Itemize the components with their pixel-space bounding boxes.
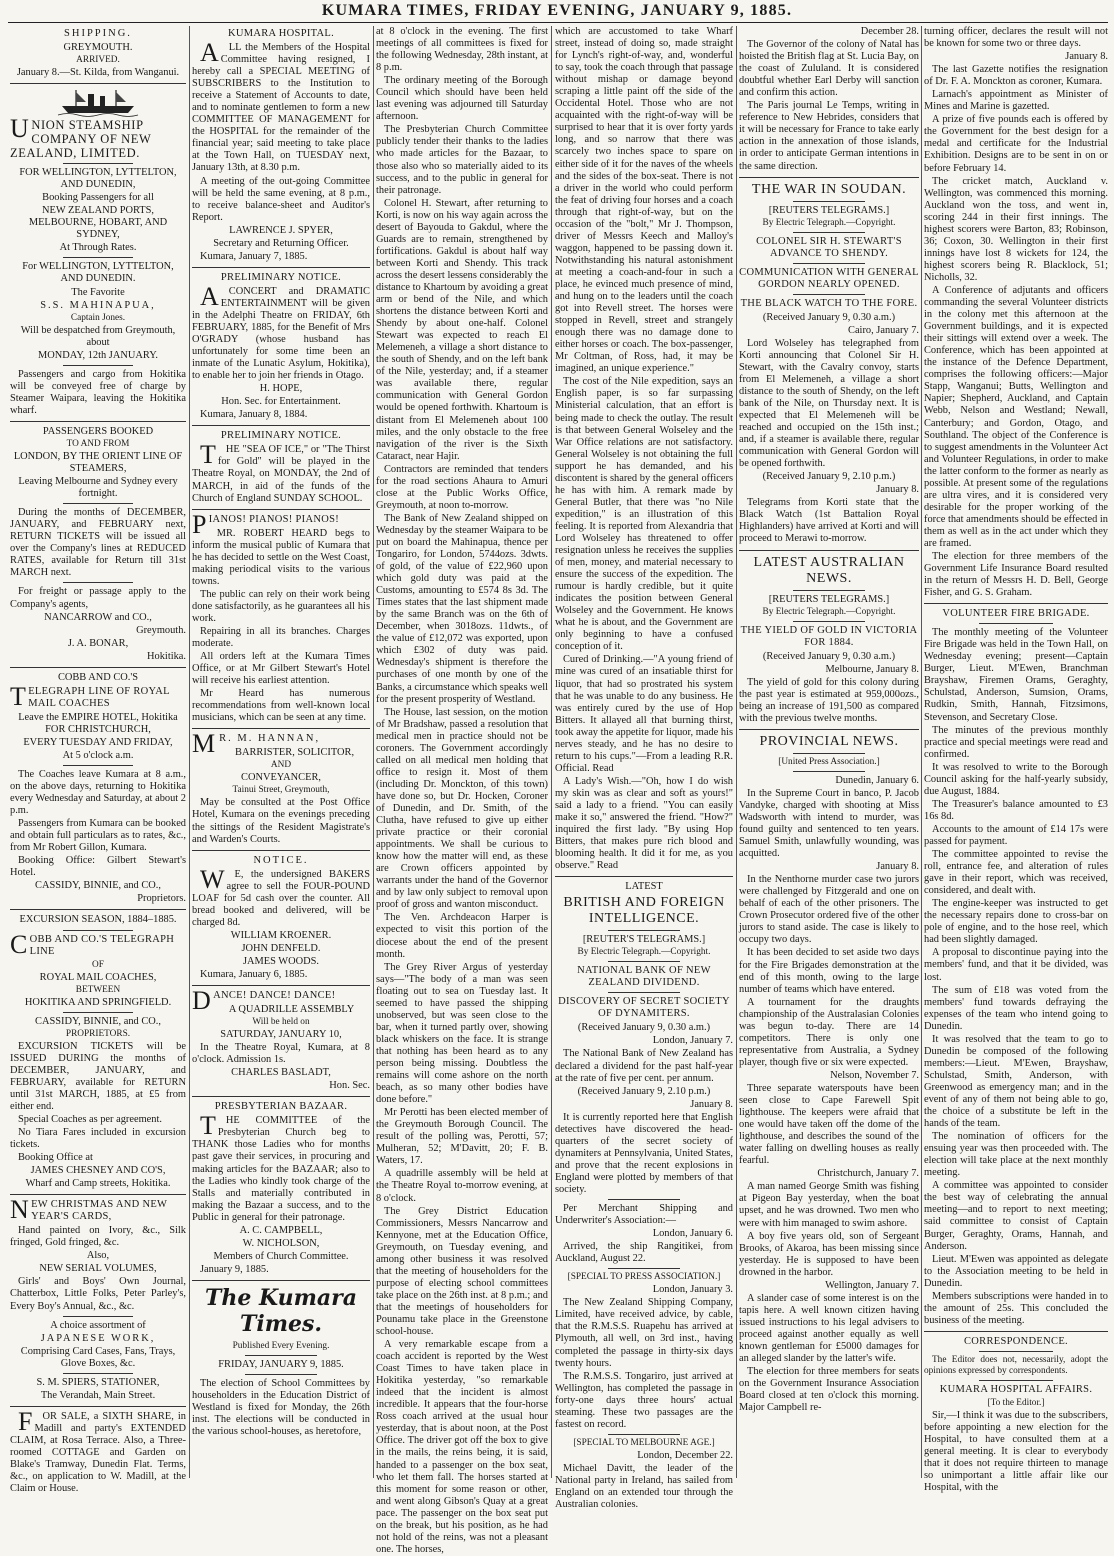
ds-jan8: January 8. [690, 1098, 733, 1110]
dateline: Nelson, November 7. [830, 1069, 919, 1081]
ds-text: The National Bank of New Zealand has declared a dividend for the past half-year at the rate of five per cent. per annum. [555, 1048, 733, 1084]
divider [10, 421, 186, 422]
short-rule [63, 765, 133, 766]
divider [924, 603, 1108, 604]
da-title: DANCE! DANCE! DANCE! [192, 986, 336, 1016]
cobb-pass: Passengers from Kumara can be booked and obtain full particulars as to rates, &c., from Mr Robert Gillon, Kumara. [10, 818, 186, 854]
article-para: The Grey River Argus of yesterday says—"The body of a man was seen floating out to sea on Tuesday last. It seemed to have passed the shipping unobserved, but was seen close to the bar, when it turned partly over, showing black whiskers on the face. It is strange that nothing has been heard as to any person being missing. Doubtless the remains will come ashore on the north beach, as so many other bodies have done before." [376, 961, 548, 1106]
kh-date: Kumara, January 7, 1885. [200, 250, 308, 262]
usc-ship: S.S. MAHINAPUA, [40, 299, 156, 311]
divider [192, 850, 370, 851]
kh-title: KUMARA HOSPITAL. [227, 28, 335, 39]
article-para: Colonel H. Stewart, after returning to Korti, is now on his way again across the desert of Bayouda to Gakdul, where the Guards are to remain, strengthened by fortifications. Gakdul is about half way between Korti and Shendy. This track across the desert lessens considerably the distance to Khartoum by avoiding a great arm or bend of the Nile, and which shortens the distance between Korti and Shendy by about one-half. Colonel Stewart was expected to reach El Melemeneh, a village a short distance to the south of Shendy, and on the left bank of the Nile, yesterday; and, if a steamer was available there, regular communication with General Gordon would be opened forthwith. Khartoum is distant from El Melemeneh about 100 miles, and the only obstacle to the free navigation of the river is the Sixth Cataract, near Hajir. [376, 197, 548, 462]
short-rule [793, 201, 865, 202]
divider [192, 1280, 370, 1281]
column-3 [376, 26, 548, 1555]
ws-by: By Electric Telegraph.—Copyright. [762, 217, 896, 228]
pb-title: PRESBYTERIAN BAZAAR. [214, 1101, 348, 1113]
exc-jc: JAMES CHESNEY AND CO'S, [30, 1165, 166, 1177]
nc-hand: Hand painted on Ivory, &c., Silk fringed, Gold fringed, &c. [10, 1225, 186, 1249]
pi-text4: All orders left at the Kumara Times Office, or at Mr Gilbert Stewart's Hotel will receive his earliest attention. [192, 651, 370, 687]
article-para: A slander case of some interest is on the tapis here. A well known citizen having issued instructions to his legal advisers to proceed against another equally as well known gentleman for £5000 damages for an alleged slander by the latter's wife. [739, 1292, 919, 1365]
exc-booking: Booking Office at [18, 1152, 93, 1164]
no-text: WE, the undersigned BAKERS agree to sell the FOUR-POUND LOAF for 5d cash over the counter. All bread booked and delivered, will be charged 8d. [192, 864, 370, 928]
short-rule [608, 1268, 679, 1269]
divider [10, 83, 186, 84]
article-para: Lieut. M'Ewen was appointed as delegate to the Association meeting to be held in Dunedin. [924, 1253, 1108, 1289]
dateline: Wellington, January 7. [825, 1279, 919, 1291]
pn-sig2: Hon. Sec. for Entertainment. [221, 396, 341, 408]
pb-agent1b: Greymouth. [136, 624, 186, 636]
sp-text2: The R.M.S.S. Tongariro, just arrived at Wellington, has completed the passage in forty-one days three hours' actual steaming. These two passages are the fastest on record. [555, 1370, 733, 1430]
short-rule [63, 1316, 133, 1317]
divider [192, 509, 370, 510]
cobb-booking: Booking Office: Gilbert Stewart's Hotel. [10, 855, 186, 879]
ds-text2: It is currently reported here that English detectives have discovered the head-quarters of the secret society of dynamiters at Pennsylvania, United States, and prove that the recent explosions in England were plotted by members of that society. [555, 1111, 733, 1195]
exc-title: EXCURSION SEASON, 1884–1885. [19, 914, 177, 926]
article-para: The Governor of the colony of Natal has hoisted the British flag at St. Lucia Bay, on the coast of Zululand. It is considered doubtful whether Earl Derby will sanction and confirm this action. [739, 39, 919, 99]
usc-booking: Booking Passengers for all [42, 192, 154, 204]
article-para: turning officer, declares the result will not be known for some two or three days. [924, 26, 1108, 50]
ws-recv: (Received January 9, 0.30 a.m.) [762, 311, 896, 323]
pn2-text: THE "SEA OF ICE," or "The Thirst for Gold" will be played in the Theatre Royal, on MONDAY, the 2nd of MARCH, in aid of the funds of the Church of England SUNDAY SCHOOL. [192, 440, 370, 504]
kh-sig: LAWRENCE J. SPYER, [229, 224, 333, 236]
column-divider [736, 26, 737, 1478]
pb-leaving: Leaving Melbourne and Sydney every fortnight. [18, 476, 178, 500]
pb-sig1: A. C. CAMPBELL, [239, 1224, 323, 1236]
masthead-rule [8, 22, 1108, 23]
sm-london: London, December 22. [637, 1449, 733, 1461]
pi-text3: Repairing in all its branches. Charges moderate. [192, 625, 370, 650]
article-para: The Grey District Education Commissioners, Messrs Nancarrow and Kennyone, met at the Education Office, Greymouth, on Tuesday evening, and among other business it was resolved that the meeting of householders for the purpose of electing school committees take place on the 26th inst. at 8 p.m.; and that the meetings of householders for Pounamu take place in the Greenstone school-house. [376, 1205, 548, 1338]
pb-text: THE COMMITTEE of the Presbyterian Church beg to THANK those Ladies who for months past gave their services, in procuring and making articles for the BAZAAR; also to the Ladies who kindly took charge of the Stalls and materially contributed in making the Bazaar a success, and to the Public in general for their patronage. [192, 1111, 370, 1223]
la-recv: (Received January 9, 0.30 a.m.) [762, 650, 896, 662]
short-rule [63, 1373, 133, 1374]
exc-cassidy: CASSIDY, BINNIE, and CO., [35, 1015, 161, 1027]
la-h1: THE YIELD OF GOLD IN VICTORIA FOR 1884. [740, 624, 918, 648]
column-divider [373, 26, 374, 1478]
short-rule [245, 1374, 316, 1375]
ws-cairo: Cairo, January 7. [848, 324, 919, 336]
ds-recv2: (Received January 9, 2.10 p.m.) [577, 1085, 711, 1097]
mr-text: May be consulted at the Post Office Hotel, Kumara on the evenings preceding the sittings of the Resident Magistrate's and Warden's Courts. [192, 797, 370, 845]
article-para: A committee was appointed to consider the best way of celebrating the annual meeting—and to report to next meeting; said committee to consist of Captain Burger, Geraghty, Orams, Hannah, and Anderson. [924, 1180, 1108, 1252]
ds-title: DISCOVERY OF SECRET SOCIETY OF DYNAMITERS. [558, 996, 730, 1020]
arrived-text: January 8.—St. Kilda, from Wanganui. [16, 67, 180, 79]
kh-text: ALL the Members of the Hospital Committee having resigned, I hereby call a SPECIAL MEETING of SUBSCRIBERS to the Institution to receive a Statement of Accounts to date, and to nominate gentlemen to form a new COMMITTEE OF MANAGEMENT for the HOSPITAL for the remainder of the financial year; said meeting to take place at the Town Hall, on TUESDAY next, January 13th, at 8.30 p.m. [192, 38, 370, 174]
mr-conv: CONVEYANCER, [241, 772, 321, 784]
mr-and: AND [270, 760, 292, 771]
arrived-label: ARRIVED. [76, 55, 120, 66]
lb-title: BRITISH AND FOREIGN INTELLIGENCE. [563, 895, 725, 927]
kha-title: KUMARA HOSPITAL AFFAIRS. [939, 1383, 1093, 1395]
article-para: It has been decided to set aside two days for the Fire Brigades demonstration at the end of this month, owing to the large number of teams which have entered. [739, 947, 919, 995]
usc-title: UNION STEAMSHIP COMPANY OF NEW ZEALAND, LIMITED. [10, 114, 152, 161]
la-title: LATEST AUSTRALIAN NEWS. [753, 554, 905, 586]
short-rule [608, 961, 679, 962]
for-sale-text: FOR SALE, a SIXTH SHARE, in Madill and party's EXTENDED CLAIM, at Rosa Terrace. Also, a Three-roomed COTTAGE and Garden on Blake's Tramway, Dunedin Flat. Terms, &c., on application to W. Madill, at the Claim or House. [10, 1406, 186, 1495]
article-para: Contractors are reminded that tenders for the road sections Ahaura to Amuri close at the Public Works Office, Greymouth, at noon to-morrow. [376, 463, 548, 511]
cobb-at: At 5 o'clock a.m. [62, 749, 134, 761]
mr-title: MR. M. HANNAN, [192, 729, 321, 759]
short-rule [63, 930, 133, 931]
newspaper-title: The Kumara Times. [204, 1284, 358, 1337]
masthead: KUMARA TIMES, FRIDAY EVENING, JANUARY 9, 1885. [321, 2, 793, 19]
shipping-heading: SHIPPING. [64, 28, 132, 39]
article-para: The engine-keeper was instructed to get the necessary repairs done to cross-bar on pole of engine, and to the hose reel, which had been slightly damaged. [924, 898, 1108, 946]
article-para: A Lady's Wish.—"Oh, how I do wish my skin was as clear and soft as yours!" said a lady to a friend. "You can easily make it so," answered the friend. "How?" inquired the first lady. "By using Hop Bitters, that makes pure rich blood and blooming health. It did it for me, as you observe." Read [555, 775, 733, 872]
sm-title: [SPECIAL TO MELBOURNE AGE.] [573, 1437, 715, 1448]
nc-serial: NEW SERIAL VOLUMES, [39, 1263, 157, 1275]
article-para: Members subscriptions were handed in to the amount of 25s. This concluded the business of the meeting. [924, 1290, 1108, 1326]
divider [192, 985, 370, 986]
corr-title: CORRESPONDENCE. [964, 1335, 1068, 1347]
da-sat: SATURDAY, JANUARY 10, [220, 1029, 342, 1041]
cobb-tel: TELEGRAPH LINE OF ROYAL MAIL COACHES [10, 681, 170, 711]
sp-london: London, January 3. [652, 1284, 733, 1296]
divider [739, 729, 919, 730]
article-para: Mr Perotti has been elected member of the Greymouth Borough Council. The result of the polling was, Perotti, 57; Mulheran, 52; M'Davitt, 20; F. B. Waters, 17. [376, 1107, 548, 1167]
article-para: It was resolved to write to the Borough Council asking for the half-yearly subsidy, due August, 1884. [924, 761, 1108, 797]
pb-agent2b: Hokitika. [147, 650, 186, 662]
short-rule [979, 623, 1053, 624]
usc-for: FOR WELLINGTON, LYTTELTON, AND DUNEDIN, [19, 167, 177, 191]
article-para: A prize of five pounds each is offered by the Government for the best design for a medal and certificate for the Industrial Exhibition. Designs are to be sent in on or before February 14. [924, 114, 1108, 174]
short-rule [793, 263, 865, 264]
article-para: The last Gazette notifies the resignation of Dr. F. A. Monckton as coroner, Kumara. [924, 64, 1108, 88]
da-sig: CHARLES BASLADT, [231, 1067, 331, 1079]
sm-text: Michael Davitt, the leader of the National party in Ireland, has sailed from England on an extended tour through the Australian colonies. [555, 1462, 733, 1511]
pi-title: PIANOS! PIANOS! PIANOS! [192, 509, 340, 539]
pn2-title: PRELIMINARY NOTICE. [220, 430, 342, 442]
nc-also: Also, [86, 1250, 110, 1262]
divider [10, 667, 186, 668]
short-rule [63, 163, 133, 164]
pi-text5: Mr Heard has numerous recommendations from well-known local musicians, which can be seen at any time. [192, 688, 370, 724]
divider [924, 1331, 1108, 1332]
exc-wharf: Wharf and Camp streets, Hokitika. [25, 1178, 171, 1190]
steamship-icon [58, 88, 138, 116]
exc-royal: ROYAL MAIL COACHES, [39, 971, 157, 983]
kh-sig2: Secretary and Returning Officer. [213, 237, 349, 249]
article-para: A man named George Smith was fishing at Pigeon Bay yesterday, when the boat upset, and he was drowned. Two men who were with him managed to swim ashore. [739, 1181, 919, 1229]
sp-text: The New Zealand Shipping Company, Limited, have received advice, by cable, that the R.M.S.S. Ruapehu has arrived at Plymouth, all well, on 3rd inst., having completed the passage in thirty-six days twenty hours. [555, 1297, 733, 1369]
ws-h2: COMMUNICATION WITH GENERAL GORDON NEARLY OPENED. [739, 266, 919, 290]
column-1 [10, 26, 186, 1495]
ms-title: Per Merchant Shipping and Underwriter's Association:— [555, 1203, 733, 1227]
pn-title: PROVINCIAL NEWS. [759, 733, 899, 749]
article-para: The House, last session, on the motion of Mr Bradshaw, passed a resolution that medical men in practice should not be coroners. The Government accordingly called on all medical men holding that office to resign it. Most of them (including Dr. Monckton, of this town) have done so, but Dr. Hocken, Coroner of Dunedin, and Dr. Smith, of the Clutha, have refused to give up either private practice or their coronial appointments. We shall be curious to know how the matter will end, as these are Crown officers appointed by warrants under the hand of the Governor and by law only subject to removal upon proof of gross and wanton misconduct. [376, 706, 548, 911]
la-reuter: [REUTERS TELEGRAMS.] [768, 593, 890, 605]
article-para: A tournament for the draughts championship of the Australasian Colonies was begun to-day. There are 14 competitors. There is only one representative from Australia, a Sydney player, though five or six were expected. [739, 996, 919, 1068]
kha-to: [To the Editor.] [987, 1397, 1045, 1408]
mr-sub: BARRISTER, SOLICITOR, [235, 747, 355, 759]
article-para: The sum of £18 was voted from the members' fund towards defraying the expenses of the team who intend going to Dunedin. [924, 984, 1108, 1032]
short-rule [245, 1355, 316, 1356]
divider [739, 177, 919, 178]
short-rule [608, 1199, 679, 1200]
nb-title: NATIONAL BANK OF NEW ZEALAND DIVIDEND. [577, 965, 711, 989]
column-2 [192, 26, 370, 1478]
no-sig1: WILLIAM KROENER. [230, 929, 332, 941]
pb-freight: For freight or passage apply to the Company's agents, [10, 586, 186, 610]
column-5 [739, 26, 919, 1478]
short-rule [793, 294, 865, 295]
divider [10, 1194, 186, 1195]
ws-text: Lord Wolseley has telegraphed from Korti announcing that Colonel Sir H. Stewart, with the Cavalry convoy, starts from El Melemeneh, a village a short distance to the south of Shendy, on the left bank of the Nile, on Thursday next. It is expected that El Melemeneh will be reached and occupied on the 15th inst.; and, if a steamer is available there, regular communication with General Gordon will be opened forthwith. [739, 337, 919, 470]
article-para: A proposal to discontinue paying into the members' fund, and that it be divided, was lost. [924, 947, 1108, 983]
article-para: The Treasurer's balance amounted to £3 16s 8d. [924, 798, 1108, 822]
short-rule [793, 771, 865, 772]
pb-agent1: NANCARROW and CO., [44, 611, 152, 623]
short-rule [608, 1434, 679, 1435]
short-rule [608, 992, 679, 993]
nc-choice: A choice assortment of [50, 1319, 146, 1331]
short-rule [793, 232, 865, 233]
article-para: The monthly meeting of the Volunteer Fire Brigade was held in the Town Hall, on Wednesday evening; present—Captain Burger, Lieut. M'Ewen, Branchman Brayshaw, Firemen Orams, Geraghty, Schulstad, Anderson, Sumsion, Orams, Rudkin, Smith, Hannah, Fitzsimons, Stevenson, and Secretary Close. [924, 627, 1108, 723]
short-rule [979, 1380, 1053, 1381]
column-divider [921, 26, 922, 1478]
article-para: A Conference of adjutants and officers commanding the several Volunteer districts in the colony met this afternoon at the Government buildings, and it is expected their sittings will extend over a week. The Conference, which has been appointed at the instance of the Defence Department, comprises the following officers:—Major Stapp, Wanganui; Butts, Wellington and Napier; Shepherd, Auckland, and Captain Webb, Nelson and Westland; Newall, Canterbury; and Gordon, Otago, and Southland. The object of the Conference is to suggest amendments in the Volunteer Act and Volunteer Regulations, in order to make the latter conform to the former as nearly as possible. At present some of the regulations are ultra vires, and it is considered very desirable for the proper working of the force that amendments should be effected in them as well as in the act under which they are framed. [924, 284, 1108, 549]
no-date: Kumara, January 6, 1885. [200, 969, 308, 980]
kt-published: Published Every Evening. [232, 1340, 330, 1351]
ds-london: London, January 7. [652, 1035, 733, 1047]
ws-recv2: (Received January 9, 2.10 p.m.) [762, 471, 896, 483]
exc-of: OF [92, 959, 104, 970]
ds-recv: (Received January 9, 0.30 a.m.) [577, 1022, 711, 1034]
da-in: In the Theatre Royal, Kumara, at 8 o'clock. Admission 1s. [192, 1042, 370, 1066]
short-rule [979, 1351, 1053, 1352]
article-para: Larnach's appointment as Minister of Mines and Marine is gazetted. [924, 89, 1108, 113]
cobb-leave: Leave the EMPIRE HOTEL, Hokitika FOR CHRISTCHURCH, [18, 711, 178, 735]
dateline: January 8. [1065, 51, 1108, 63]
pb-date: January 9, 1885. [200, 1263, 269, 1275]
da-qa: A QUADRILLE ASSEMBLY [228, 1004, 355, 1016]
ms-text: Arrived, the ship Rangitikei, from Auckland, August 22. [555, 1241, 733, 1265]
usc-ports: NEW ZEALAND PORTS, MELBOURNE, HOBART, AND SYDNEY, [28, 205, 168, 241]
ws-text2: Telegrams from Korti state that the Black Watch (1st Battalion Royal Highlanders) have arrived at Korti and will proceed to Merawi to-morrow. [739, 497, 919, 545]
cobb-props: CASSIDY, BINNIE, and CO., [35, 880, 161, 892]
la-text: The yield of gold for this colony during the past year is estimated at 959,000ozs., being an increase of 191,500 as compared with the previous twelve months. [739, 676, 919, 724]
pn-date: Kumara, January 8, 1884. [200, 409, 308, 421]
pb-during: During the months of DECEMBER, JANUARY, and FEBRUARY next, RETURN TICKETS will be issued all over the Company's lines at REDUCED RATES, available for Return till 31st MARCH next. [10, 507, 186, 579]
article-para: The cricket match, Auckland v. Wellington, was commenced this morning. Auckland won the toss, and went in, scoring 244 in their first innings. The highest scorers were Barton, 83; Robinson, 36; Coxon, 30. Wellington in their first innings have lost 8 wickets for 124, the highest scorers being R. Blacklock, 51; Nicholls, 32. [924, 175, 1108, 283]
ws-h1: COLONEL SIR H. STEWART'S ADVANCE TO SHENDY. [756, 235, 902, 259]
exc-route: HOKITIKA AND SPRINGFIELD. [24, 996, 172, 1008]
nc-title: NEW CHRISTMAS AND NEW YEAR'S CARDS, [10, 1195, 168, 1225]
article-para: Three separate waterspouts have been seen close to Cape Farewell Spit lighthouse. The keepers were afraid that one would have taken off the dome of the lighthouse, and describes the sound of the water falling on dwelling houses as really fearful. [739, 1083, 919, 1167]
article-para: at 8 o'clock in the evening. The first meetings of all committees is fixed for the following Wednesday, 28th instant, at 8 p.m. [376, 26, 548, 74]
exc-special: Special Coaches as per agreement. [18, 1113, 162, 1125]
la-mel: Melbourne, January 8. [825, 663, 919, 675]
short-rule [793, 753, 865, 754]
article-para: In the Nenthorne murder case two jurors were challenged by Fitzgerald and one on behalf of each of the other prisoners. The Crown Prosecutor ordered five of the other jurors to stand aside. The case is likely to occupy two days. [739, 874, 919, 946]
article-para: The Paris journal Le Temps, writing in reference to New Hebrides, considers that it will be necessary for France to take early action in the annexation of those islands, in order to anticipate German intentions in the same direction. [739, 100, 919, 172]
no-title: NOTICE. [253, 854, 309, 866]
divider [10, 1406, 186, 1407]
pb-sig3: Members of Church Committee. [213, 1250, 349, 1262]
usc-rates: At Through Rates. [59, 242, 137, 254]
sp-title: [SPECIAL TO PRESS ASSOCIATION.] [567, 1272, 721, 1283]
usc-fav: The Favorite [71, 286, 125, 298]
pb-tofrom: TO AND FROM [66, 438, 130, 449]
short-rule [793, 590, 865, 591]
article-para: which are accustomed to take Wharf street, instead of doing so, made straight for Lynch's right-of-way, and, wonderful to say, took the coach through that passage without mishap or damage beyond scraping a little paint off the side of the Occidental Hotel. Those who are not acquainted with the right-of-way will be surprised to hear that it is over forty yards long, and so narrow that there was scarcely two inches space to spare on either side of it for the naves of the wheels and the sides of the box-seat. There is not a driver in the world who could perform the feat of driving four horses and a coach through that right-of-way, but on the occasion of the "bolt," Mr J. Thompson, driver of Messrs Keech and Malloy's waggon, happened to be passing down it. Notwithstanding his natural astonishment at meeting a coach-and-four in such a place, he evinced much presence of mind, and hung on to the leaders until the coach got into Revell street. The horses were stopped in Revell, street and strangely enough there was no damage done to either horses or coach. The box-passenger, Mr Coltman, of Ross, had, it may be imagined, an unique experience." [555, 26, 733, 375]
pi-text: MR. ROBERT HEARD begs to inform the musical public of Kumara that he has decided to settle on the West Coast, making periodical visits to the various towns. [192, 527, 370, 587]
article-para: The committee appointed to revise the roll, entrance fee, and alteration of rules gave in their report, which was received, considered, and dealt with. [924, 849, 1108, 897]
divider [555, 876, 733, 877]
divider [192, 267, 370, 268]
corr-note: The Editor does not, necessarily, adopt the opinions expressed by correspondents. [924, 1354, 1108, 1376]
short-rule [608, 930, 679, 931]
short-rule [63, 1012, 133, 1013]
article-para: The election for three members of the Government Life Insurance Board resulted in the return of Messrs H. D. Bell, George Fisher, and G. S. Graham. [924, 551, 1108, 599]
pn-upa: [United Press Association.] [778, 756, 880, 767]
kt-text: The election of School Committees by householders in the Education District of Westland is fixed for Monday, the 26th inst. The elections will be conducted in the various school-houses, as heretofore, [192, 1377, 370, 1438]
nc-verandah: The Verandah, Main Street. [40, 1389, 156, 1401]
usc-for2: For WELLINGTON, LYTTELTON, AND DUNEDIN. [22, 261, 174, 285]
exc-between: BETWEEN [75, 984, 121, 995]
ws-jan8: January 8. [876, 484, 919, 496]
la-by: By Electric Telegraph.—Copyright. [762, 606, 896, 617]
article-para: A very remarkable escape from a coach accident is reported by the West Coast Times to have taken place in Hokitika yesterday, "so remarkable indeed that the incident is almost incredible. It appears that the four-horse Ross coach arrived at the usual hour yesterday, that is about noon, at the Post Office. The driver got off the box to give in the mails, the reins being, it is said, handed to a passenger on the box seat, who let them fall. The horses started at this moment for some reason or other, and went along Gibson's Quay at a great pace. The passenger on the box seat put on the break, but his position, as he had not hold of the reins, was not a pleasant one. The horses, [376, 1339, 548, 1555]
article-para: The nomination of officers for the ensuing year was then proceeded with. The election will take place at the next monthly meeting. [924, 1131, 1108, 1179]
article-para: It was resolved that the team to go to Dunedin be composed of the following members:—Lieut. M'Ewen, Brayshaw, Schulstad, Smith, Anderson, with Greenwood as emergency man; and in the event of any of them not being able to go, the choice of a substitute be left in the hands of the team. [924, 1033, 1108, 1130]
ws-title: THE WAR IN SOUDAN. [751, 181, 907, 197]
da-will: Will be held on [252, 1017, 310, 1028]
article-para: A boy five years old, son of Sergeant Brooks, of Akaroa, has been missing since yesterday. He is supposed to have been drowned in the harbor. [739, 1230, 919, 1278]
divider [739, 550, 919, 551]
article-para: The Bank of New Zealand shipped on Wednesday by the steamer Waipara to be put on board the Mahinapua, thence per Tongariro, for London, 5744ozs. 3dwts. of gold, of the value of £22,960 upon which gold duty was paid at the Customs, amounting to £574 8s 3d. The Times states that the last shipment made by the same Branch was on the 6th of December, when 3018ozs. 11dwts., of the value of £12,072 was exported, upon which £302 of duty was paid. Wednesday's shipment is therefore the purchases of one month by one of the Banks, a circumstance which speaks well for the present prosperity of Westland. [376, 512, 548, 705]
pb-london: LONDON, BY THE ORIENT LINE OF STEAMERS, [13, 450, 183, 475]
pn-title: PRELIMINARY NOTICE. [220, 271, 342, 283]
pb-sig2: W. NICHOLSON, [242, 1237, 320, 1249]
article-para: Cured of Drinking.—"A young friend of mine was cured of an insatiable thirst for liquor, that had so prostrated his system that he was unable to do any business. He was entirely cured by the use of Hop Bitters. It allayed all that burning thirst, took away the appetite for liquor, made his nerves steady, and he has no desire to return to his cups."—From a leading R.R. Official. Read [555, 654, 733, 774]
cobb-coaches: The Coaches leave Kumara at 8 a.m., on the above days, returning to Hokitika every Wednesday and Saturday, at about 2 p.m. [10, 768, 186, 817]
short-rule [63, 365, 133, 366]
pb-agent2: J. A. BONAR, [67, 637, 129, 649]
no-sig3: JAMES WOODS. [242, 955, 320, 967]
nc-girls: Girls' and Boys' Own Journal, Chatterbox, Little Folks, Peter Parley's, Every Boy's Annual, &c., &c. [10, 1276, 186, 1312]
dateline: December 28. [860, 26, 919, 37]
article-para: The election for three members for seats on the Government Insurance Association Board closed at ten o'clock this morning. Major Campbell re- [739, 1366, 919, 1414]
lb-reuter: [REUTER'S TELEGRAMS.] [582, 934, 706, 946]
nc-spiers: S. M. SPIERS, STATIONER, [36, 1376, 160, 1388]
divider [192, 1096, 370, 1097]
short-rule [63, 257, 133, 258]
column-divider [551, 26, 552, 1478]
exc-props: PROPRIETORS. [65, 1028, 131, 1039]
short-rule [63, 503, 133, 504]
article-para: In the Supreme Court in banco, P. Jacob Vandyke, charged with shooting at Miss Wadsworth with intend to murder, was found guilty and sentenced to ten years. Samuel Smith, unlawfully wounding, was acquitted. [739, 787, 919, 860]
dateline: January 8. [876, 861, 919, 873]
lb-latest: LATEST [625, 881, 663, 893]
article-para: A quadrille assembly will be held at the Theatre Royal to-morrow evening, at 8 o'clock. [376, 1168, 548, 1204]
exc-tiara: No Tiara Fares included in excursion tickets. [10, 1127, 186, 1151]
short-rule [793, 621, 865, 622]
pb-title: PASSENGERS BOOKED [42, 425, 154, 437]
ws-reuter: [REUTERS TELEGRAMS.] [768, 204, 890, 216]
cobb-title: COBB AND CO.'S [57, 671, 139, 683]
article-para: The cost of the Nile expedition, says an English paper, is so far surpassing Ministerial calculation, that an effort is being made to check the outlay. The result is that between General Wolseley and the War Office relations are not satisfactory. General Wolseley is not obtaining the full support he has demanded, and his discontent is shared by the general officers he has with him. A remark made by General Butler, that there was "no Nile expedition," is an illustration of this feeling. It is reported from Alexandria that Lord Wolseley has threatened to offer resignation unless he receives the supplies of men, money, and material necessary to ensure the success of the expedition. The rumour is hardly credible, but it quite indicates the position between General Wolseley and the Government. He knows what he is about, and the Government are only beginning to have a confused conception of it. [555, 376, 733, 653]
ws-h3: THE BLACK WATCH TO THE FORE. [740, 297, 918, 309]
column-6 [924, 26, 1108, 1494]
short-rule [63, 582, 133, 583]
lb-by: By Electric Telegraph.—Copyright. [577, 947, 711, 958]
usc-captain: Captain Jones. [70, 312, 126, 323]
dateline: Christchurch, January 7. [817, 1168, 919, 1180]
article-para: Accounts to the amount of £14 17s were passed for payment. [924, 823, 1108, 847]
dateline: Dunedin, January 6. [835, 774, 919, 786]
vfb-title: VOLUNTEER FIRE BRIGADE. [942, 608, 1090, 620]
pi-text2: The public can rely on their work being done satisfactorily, as he guarantees all his work. [192, 588, 370, 624]
kha-text: Sir,—I think it was due to the subscribers, before appointing a new election for the Hospital, to have consulted them at a general meeting. It is clear to everybody that it does not require thirteen to manage so unimportant a little affair like our Hospital, with the [924, 1409, 1108, 1494]
article-para: The Ven. Archdeacon Harper is expected to visit this portion of the diocese about the end of the present month. [376, 912, 548, 960]
exc-cobb: COBB AND CO.'S TELEGRAPH LINE [10, 929, 175, 959]
column-divider [189, 26, 190, 1478]
no-sig2: JOHN DENFELD. [241, 942, 321, 954]
article-para: The ordinary meeting of the Borough Council which should have been held last evening was adjourned till Saturday afternoon. [376, 75, 548, 123]
divider [10, 909, 186, 910]
port-label: GREYMOUTH. [63, 42, 133, 53]
usc-pass: Passengers and cargo from Hokitika will be conveyed free of charge by Steamer Waipara, leaving the Hokitika wharf. [10, 368, 186, 416]
pn-text: ACONCERT and DRAMATIC ENTERTAINMENT will be given in the Adelphi Theatre on FRIDAY, 6th FEBRUARY, 1885, for the Benefit of Mrs O'GRADY (whose husband has unfortunately for some time been an inmate of the Lunatic Asylum, Hokitika), to enable her to join her friends in Otago. [192, 281, 370, 382]
exc-text: EXCURSION TICKETS will be ISSUED DURING the months of DECEMBER, JANUARY, and FEBRUARY, available for RETURN until 31st MARCH, 1885, at £5 from either end. [10, 1040, 186, 1112]
nc-jap: JAPANESE WORK, [40, 1332, 156, 1344]
cobb-propsb: Proprietors. [137, 893, 186, 905]
divider [192, 728, 370, 729]
article-para: The minutes of the previous monthly practice and special meetings were read and confirmed. [924, 724, 1108, 760]
cobb-every: EVERY TUESDAY AND FRIDAY, [23, 736, 173, 748]
article-para: The Presbyterian Church Committee publicly tender their thanks to the ladies who made articles for the Bazaar, to those also who so materially aided to its success, and to the public in general for their patronage. [376, 124, 548, 196]
usc-date: MONDAY, 12th JANUARY. [38, 349, 158, 361]
kt-date: FRIDAY, JANUARY 9, 1885. [218, 1358, 344, 1370]
column-4 [555, 26, 733, 1511]
ms-london: London, January 6. [652, 1228, 733, 1240]
mr-street: Tainui Street, Greymouth, [232, 785, 330, 796]
pn-sig: H. HOPE, [259, 383, 303, 395]
divider [192, 425, 370, 426]
kh-text2: A meeting of the out-going Committee will be held the same evening, at 8 p.m., to receive balance-sheet and Auditor's Report. [192, 175, 370, 223]
usc-desp: Will be despatched from Greymouth, about [20, 324, 176, 348]
da-sig2: Hon. Sec. [329, 1080, 370, 1092]
nc-comprising: Comprising Card Cases, Fans, Trays, Glove Boxes, &c. [20, 1345, 176, 1369]
